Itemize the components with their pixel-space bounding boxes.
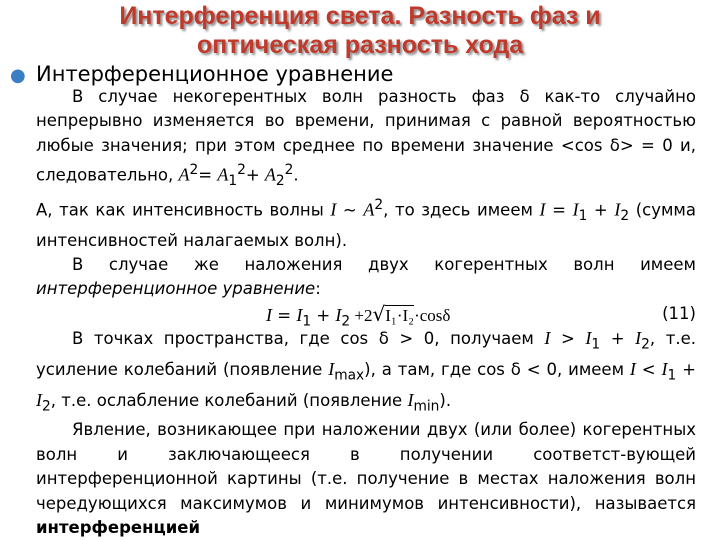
p2-sim: ~	[336, 200, 364, 220]
equation-11	[36, 301, 696, 330]
eq-s1: 1	[302, 313, 312, 330]
p2-t3: (сумма интенсивностей налагаемых волн).	[36, 200, 696, 250]
bullet-dot-icon: ●	[10, 65, 26, 86]
p2-eq: =	[545, 200, 573, 220]
eq-plus: +	[311, 305, 336, 325]
paragraph-4	[36, 326, 696, 418]
p1-end: .	[293, 165, 299, 185]
p2-A: A	[363, 199, 375, 220]
equation-body	[266, 302, 450, 334]
slide-title	[0, 2, 720, 60]
p1-sub2: 2	[275, 173, 285, 190]
paragraph-2	[36, 193, 696, 253]
p2-I2: I	[539, 199, 546, 220]
eq-eq: =	[272, 305, 297, 325]
title-line-2: оптическая разность хода	[196, 31, 524, 59]
p4-Imin: I	[407, 389, 414, 410]
p4-s1: 1	[591, 336, 601, 353]
p5-bold: интерференцией	[36, 517, 201, 537]
p4-s2: 2	[641, 336, 650, 353]
p4-Imax: I	[328, 358, 335, 379]
p4-I: I	[544, 328, 551, 349]
p4-s2b: 2	[42, 397, 51, 414]
p1-sq: 2	[189, 162, 199, 179]
p4-t2: , т.е. усиление колебаний (появление	[36, 329, 696, 379]
paragraph-5	[36, 418, 696, 540]
p5-t1: Явление, возникающее при наложении двух (или более) когерентных волн и заключающееся в получении соответст-вующей интерференционной картины (т.е. получение в местах наложения волн чередующихся максимумов и минимумов интенсивности), называется	[36, 420, 696, 513]
eq-term: +2	[350, 305, 373, 325]
p1-sq3: 2	[284, 162, 294, 179]
p3-t2: :	[315, 279, 321, 299]
p2-plus: +	[587, 200, 615, 220]
eq-radicand: I₁·I₂	[385, 305, 415, 325]
p4-t1: В точках пространства, где cos δ > 0, получаем	[72, 329, 545, 349]
p1-A1: A	[217, 164, 229, 185]
eq-I: I	[266, 304, 272, 325]
eq-s2: 2	[341, 313, 351, 330]
p1-eq: =	[198, 165, 218, 185]
p2-s1: 1	[578, 208, 588, 225]
title-line-1: Интерференция света. Разность фаз и	[119, 2, 601, 30]
p4-I1b: I	[661, 358, 668, 379]
p2-I: I	[330, 199, 337, 220]
p4-smax: max	[334, 367, 365, 384]
p1-A: A	[178, 164, 190, 185]
paragraph-1	[36, 85, 696, 193]
p4-gt: >	[550, 329, 586, 349]
p2-t1: А, так как интенсивность волны	[36, 200, 331, 220]
p1-plus: +	[245, 165, 260, 185]
p1-text: В случае некогерентных волн разность фаз δ как-то случайно непрерывно изменяется во времени, принимая с равной вероятностью любые значения; при этом среднее по времени значение <cos δ> = 0 и, следовательно,	[36, 87, 696, 185]
equation-number: (11)	[662, 303, 696, 323]
p4-I1: I	[585, 328, 592, 349]
paragraph-3	[36, 253, 696, 302]
p1-sq2: 2	[237, 162, 246, 179]
eq-I2: I	[335, 304, 342, 325]
p2-s2: 2	[620, 208, 630, 225]
p4-lt: <	[635, 359, 662, 379]
eq-cos: ·cosδ	[414, 305, 451, 325]
p4-plus: +	[600, 329, 636, 349]
p4-plusb: +	[676, 359, 696, 379]
p3-em: интерференционное уравнение	[36, 279, 316, 299]
sqrt-icon: √	[372, 301, 386, 326]
p4-s1b: 1	[667, 367, 677, 384]
p4-I2: I	[635, 328, 642, 349]
p4-t4: , т.е. ослабление колебаний (появление	[50, 390, 408, 410]
p2-sq: 2	[374, 197, 384, 214]
p4-Ib: I	[629, 358, 636, 379]
p3-t1: В случае же наложения двух когерентных волн имеем	[72, 255, 696, 275]
eq-I1: I	[296, 304, 303, 325]
bullet-text: Интерференционное уравнение	[36, 62, 394, 86]
p4-t3: ), а там, где cos δ < 0, имеем	[364, 359, 630, 379]
p2-I1: I	[572, 199, 579, 220]
p4-I2b: I	[36, 389, 42, 410]
p1-A2: A	[264, 164, 276, 185]
p2-Ib: I	[614, 199, 621, 220]
p4-t5: ).	[439, 390, 452, 410]
body-text	[36, 85, 696, 540]
p4-smin: min	[413, 397, 440, 414]
p1-sub1: 1	[228, 173, 238, 190]
p2-t2: , то здесь имеем	[383, 200, 540, 220]
